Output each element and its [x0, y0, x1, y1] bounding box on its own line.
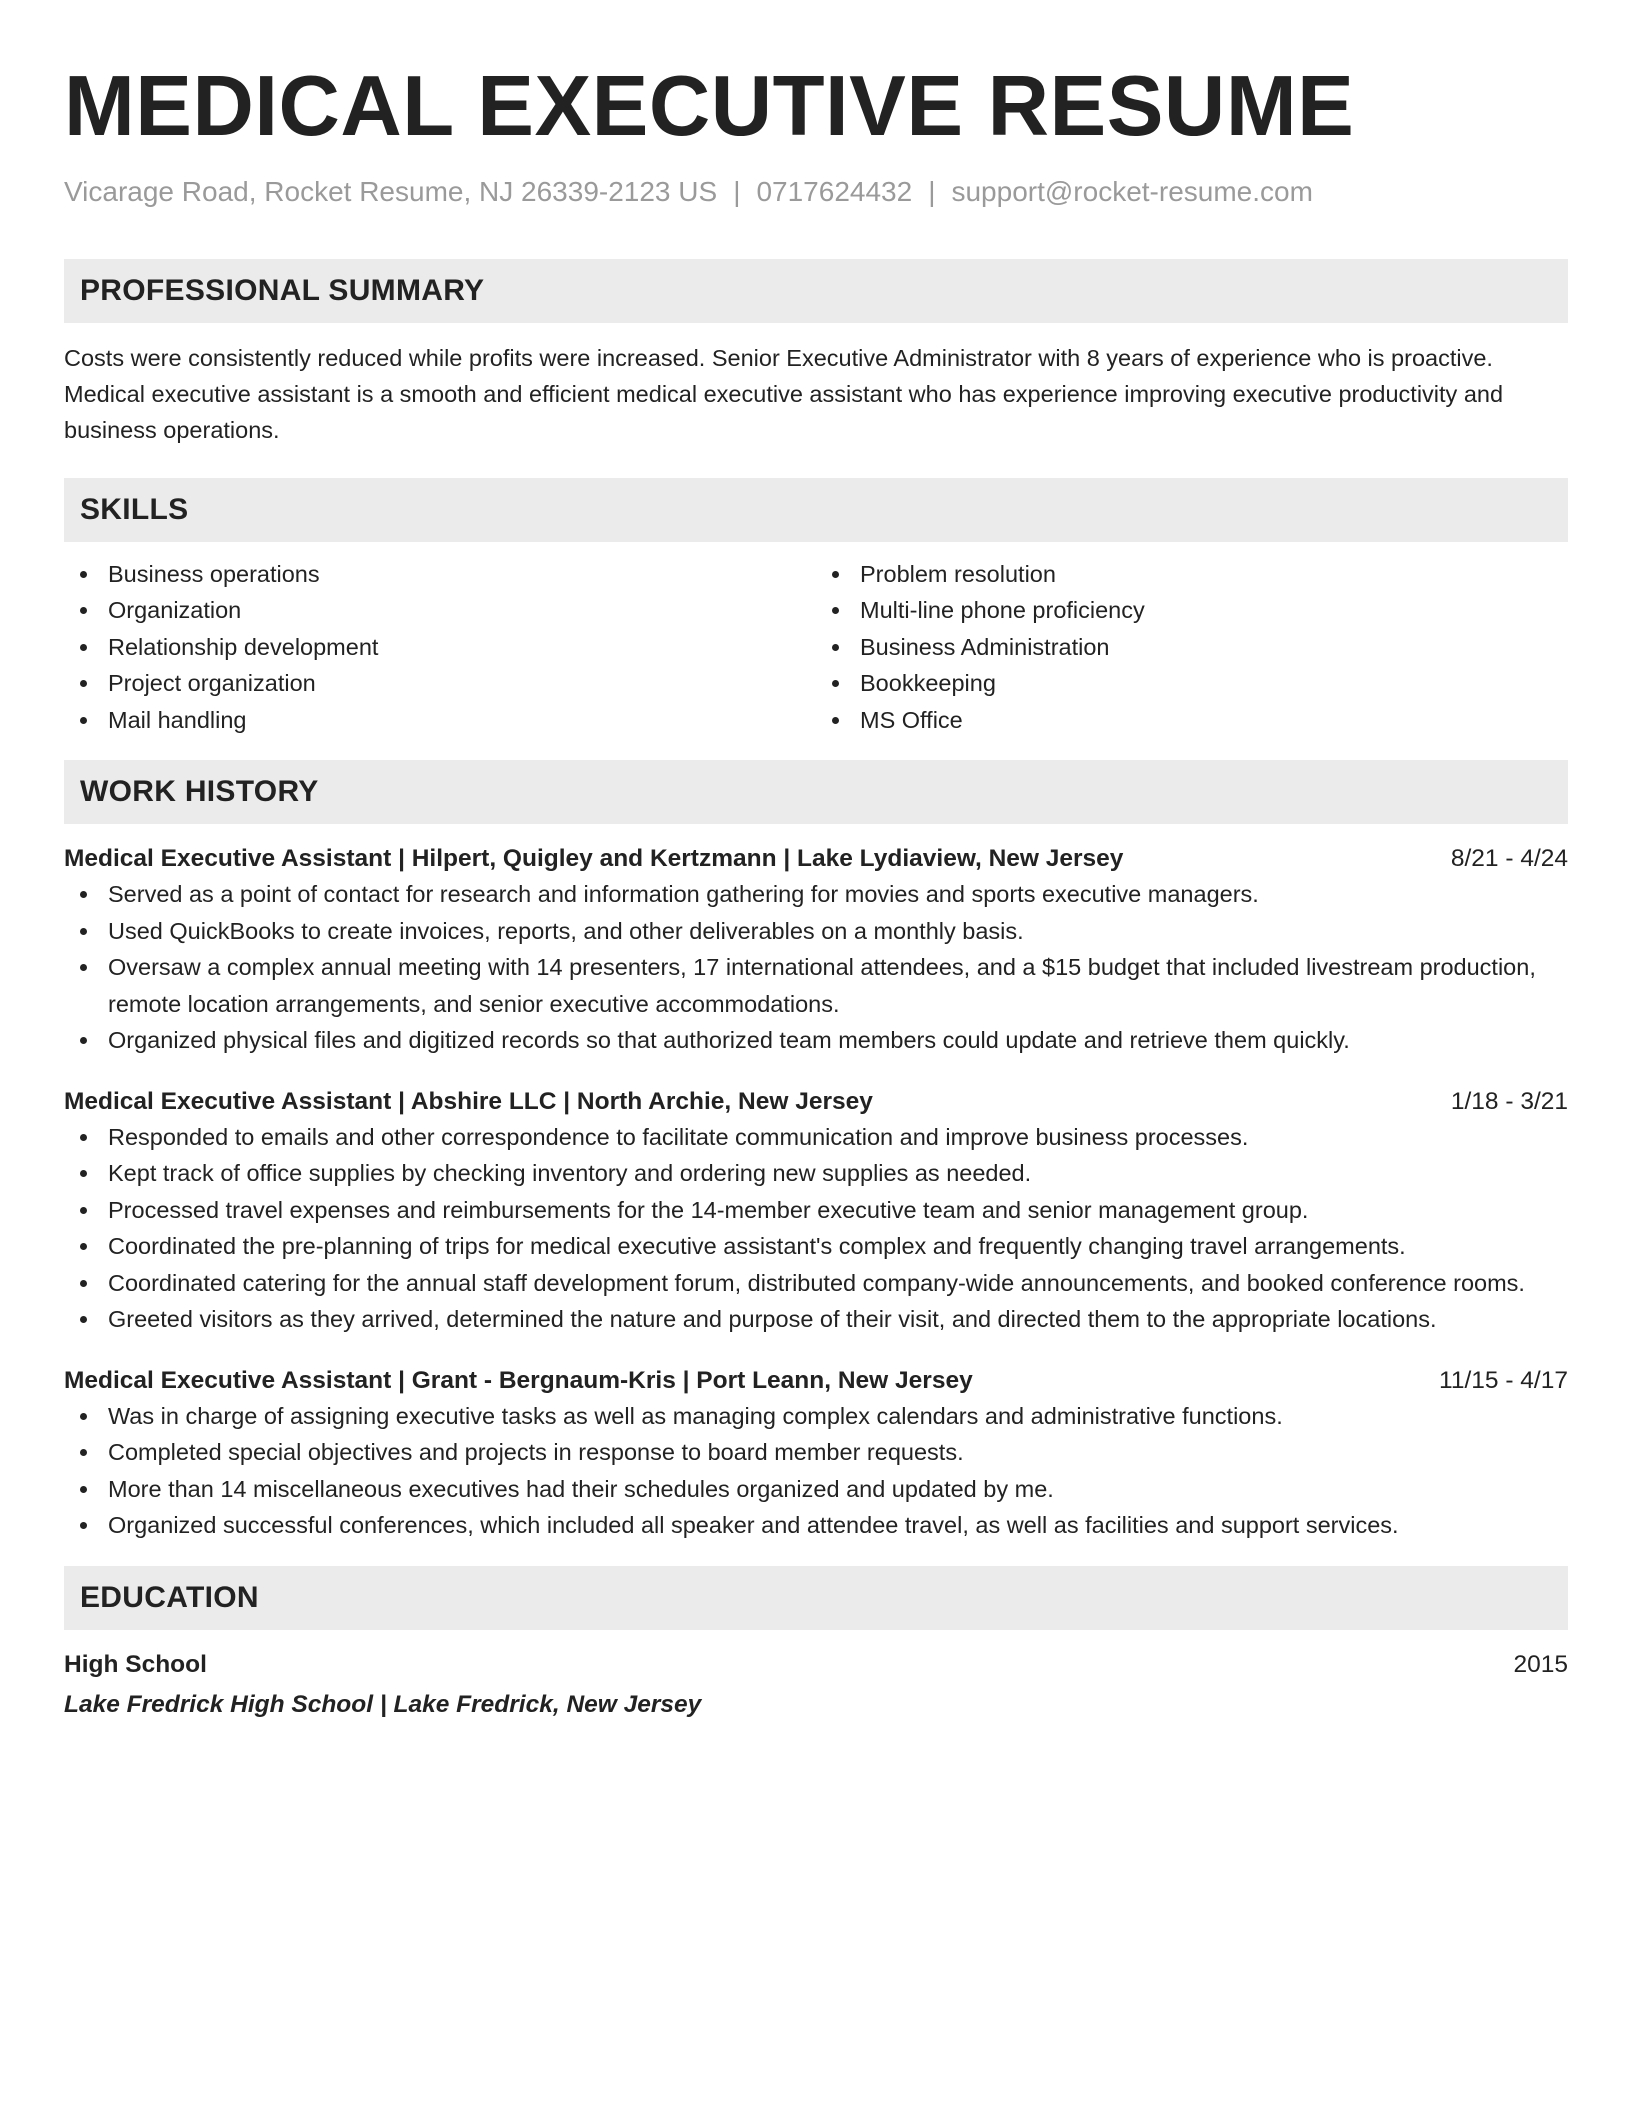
- contact-separator: |: [733, 176, 741, 207]
- job-dates: 1/18 - 3/21: [1450, 1087, 1568, 1115]
- section-header-summary: PROFESSIONAL SUMMARY: [64, 259, 1568, 323]
- job-bullet: Coordinated catering for the annual staff development forum, distributed company-wide announcements, and booked conference rooms.: [64, 1265, 1568, 1302]
- education-degree: High School: [64, 1650, 207, 1678]
- job-header: [64, 1364, 1568, 1398]
- section-header-work-history: WORK HISTORY: [64, 760, 1568, 824]
- job-bullet: Used QuickBooks to create invoices, reports, and other deliverables on a monthly basis.: [64, 913, 1568, 950]
- job-dates: 11/15 - 4/17: [1439, 1366, 1568, 1394]
- skill-item: Business operations: [64, 556, 816, 593]
- skill-item: Mail handling: [64, 702, 816, 739]
- skills-list-left: [64, 556, 816, 739]
- contact-separator: |: [928, 176, 936, 207]
- job-bullet: Coordinated the pre-planning of trips for medical executive assistant's complex and frequently changing travel arrangements.: [64, 1228, 1568, 1265]
- job-title: Medical Executive Assistant | Abshire LLC | North Archie, New Jersey: [64, 1087, 873, 1115]
- job-bullet: Organized successful conferences, which included all speaker and attendee travel, as well as facilities and support services.: [64, 1507, 1568, 1544]
- job-title: Medical Executive Assistant | Grant - Bergnaum-Kris | Port Leann, New Jersey: [64, 1366, 973, 1394]
- job-bullet: Responded to emails and other correspondence to facilitate communication and improve business processes.: [64, 1119, 1568, 1156]
- job-entry: [64, 1364, 1568, 1544]
- job-bullet: Organized physical files and digitized records so that authorized team members could update and retrieve them quickly.: [64, 1022, 1568, 1059]
- education-school: Lake Fredrick High School | Lake Fredrick, New Jersey: [64, 1690, 702, 1718]
- job-header: [64, 1085, 1568, 1119]
- job-bullet: Greeted visitors as they arrived, determined the nature and purpose of their visit, and directed them to the appropriate locations.: [64, 1301, 1568, 1338]
- job-bullets: [64, 1119, 1568, 1338]
- skill-item: Business Administration: [816, 629, 1568, 666]
- job-bullet: Kept track of office supplies by checking inventory and ordering new supplies as needed.: [64, 1155, 1568, 1192]
- job-bullet: Completed special objectives and projects in response to board member requests.: [64, 1434, 1568, 1471]
- job-entry: [64, 842, 1568, 1059]
- job-bullets: [64, 1398, 1568, 1544]
- education-year: 2015: [1513, 1650, 1568, 1678]
- job-title: Medical Executive Assistant | Hilpert, Quigley and Kertzmann | Lake Lydiaview, New Jersey: [64, 845, 1124, 873]
- skill-item: Project organization: [64, 665, 816, 702]
- education-entry: [64, 1648, 1568, 1722]
- summary-text: Costs were consistently reduced while profits were increased. Senior Executive Administrator with 8 years of experience who is proactive. Medical executive assistant is a smooth and efficient medical executive assistant who has experience improving executive productivity and business operations.: [64, 344, 1504, 443]
- skill-item: Bookkeeping: [816, 665, 1568, 702]
- contact-line: [64, 175, 1568, 209]
- job-bullet: More than 14 miscellaneous executives had their schedules organized and updated by me.: [64, 1471, 1568, 1508]
- page-title: MEDICAL EXECUTIVE RESUME: [64, 59, 1355, 154]
- contact-phone: 0717624432: [756, 176, 913, 207]
- skill-item: Organization: [64, 592, 816, 629]
- section-header-education: EDUCATION: [64, 1566, 1568, 1630]
- job-bullet: Was in charge of assigning executive tasks as well as managing complex calendars and administrative functions.: [64, 1398, 1568, 1435]
- job-entry: [64, 1085, 1568, 1338]
- skill-item: Multi-line phone proficiency: [816, 592, 1568, 629]
- job-bullets: [64, 876, 1568, 1059]
- skills-grid: [64, 556, 1568, 739]
- job-bullet: Oversaw a complex annual meeting with 14 presenters, 17 international attendees, and a $15 budget that included livestream production, remote location arrangements, and senior executive accommodations.: [64, 949, 1568, 1022]
- skill-item: Relationship development: [64, 629, 816, 666]
- contact-email: support@rocket-resume.com: [951, 176, 1313, 207]
- job-header: [64, 842, 1568, 876]
- education-header: [64, 1648, 1568, 1682]
- skill-item: Problem resolution: [816, 556, 1568, 593]
- job-dates: 8/21 - 4/24: [1450, 845, 1568, 873]
- skills-list-right: [816, 556, 1568, 739]
- skill-item: MS Office: [816, 702, 1568, 739]
- section-header-skills: SKILLS: [64, 478, 1568, 542]
- job-bullet: Processed travel expenses and reimbursements for the 14-member executive team and senior management group.: [64, 1192, 1568, 1229]
- job-bullet: Served as a point of contact for research and information gathering for movies and sports executive managers.: [64, 876, 1568, 913]
- contact-address: Vicarage Road, Rocket Resume, NJ 26339-2123 US: [64, 176, 718, 207]
